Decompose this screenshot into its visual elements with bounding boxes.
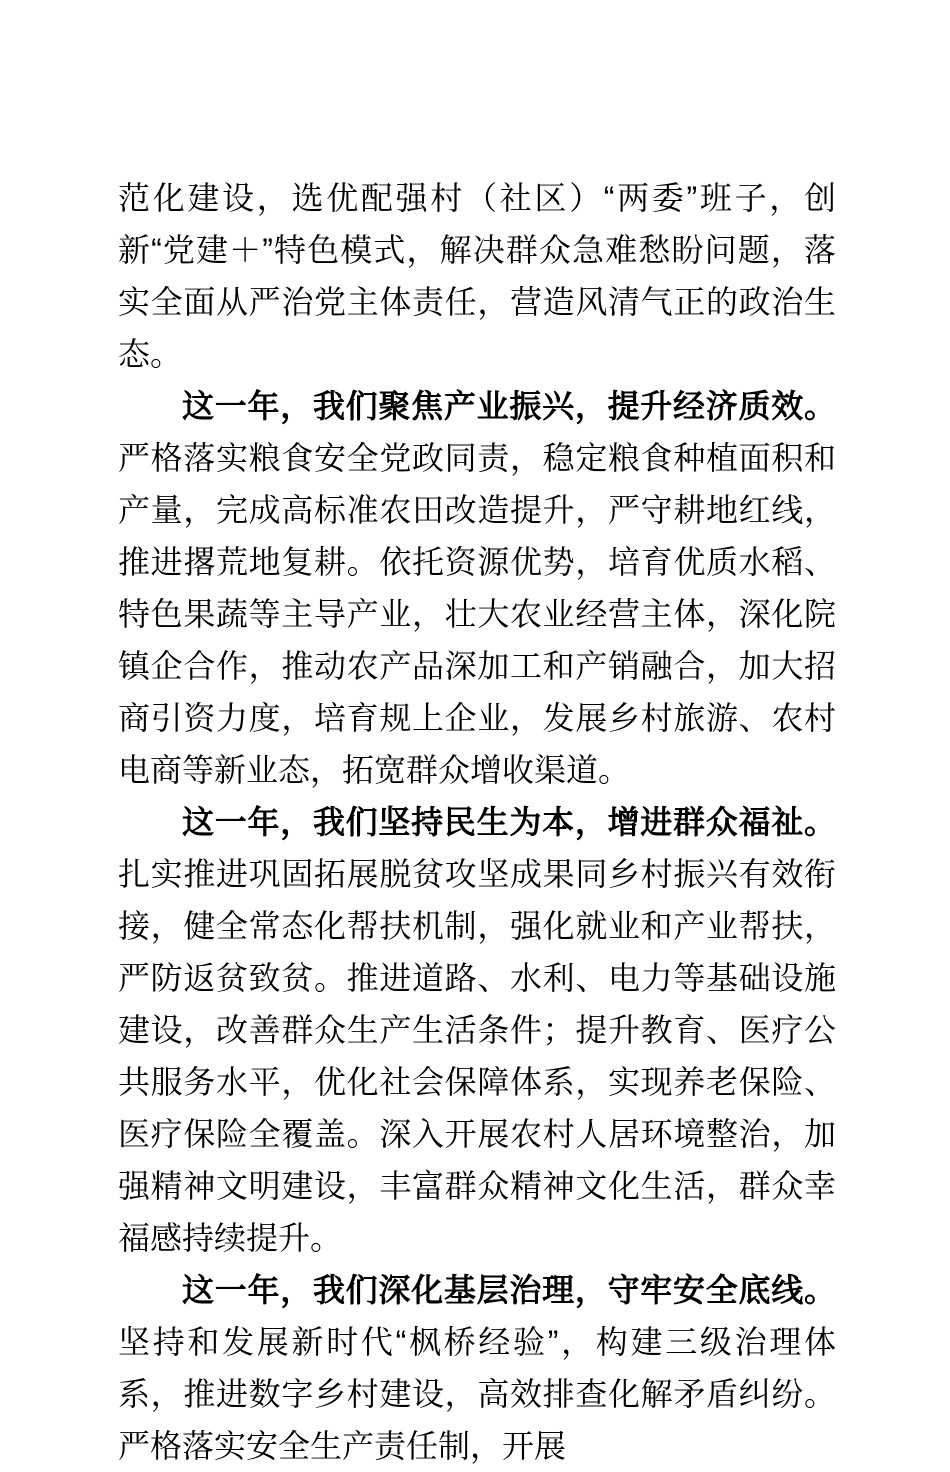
paragraph-4 — [118, 1264, 836, 1472]
paragraph-1 — [118, 172, 836, 380]
paragraph-2 — [118, 380, 836, 796]
paragraph-3-text: 扎实推进巩固拓展脱贫攻坚成果同乡村振兴有效衔接，健全常态化帮扶机制，强化就业和产业帮扶，严防返贫致贫。推进道路、水利、电力等基础设施建设，改善群众生产生活条件；提升教育、医疗公共服务水平，优化社会保障体系，实现养老保险、医疗保险全覆盖。深入开展农村人居环境整治，加强精神文明建设，丰富群众精神文化生活，群众幸福感持续提升。 — [118, 856, 836, 1256]
paragraph-1-text: 范化建设，选优配强村（社区）“两委”班子，创新“党建＋”特色模式，解决群众急难愁盼问题，落实全面从严治党主体责任，营造风清气正的政治生态。 — [118, 180, 836, 372]
paragraph-3-lead: 这一年，我们坚持民生为本，增进群众福祉。 — [182, 804, 836, 840]
paragraph-2-lead: 这一年，我们聚焦产业振兴，提升经济质效。 — [182, 388, 836, 424]
paragraph-4-lead: 这一年，我们深化基层治理，守牢安全底线。 — [182, 1272, 836, 1308]
document-text-body — [118, 172, 836, 1472]
paragraph-2-text: 严格落实粮食安全党政同责，稳定粮食种植面积和产量，完成高标准农田改造提升，严守耕地红线，推进撂荒地复耕。依托资源优势，培育优质水稻、特色果蔬等主导产业，壮大农业经营主体，深化院镇企合作，推动农产品深加工和产销融合，加大招商引资力度，培育规上企业，发展乡村旅游、农村电商等新业态，拓宽群众增收渠道。 — [118, 440, 836, 788]
paragraph-3 — [118, 796, 836, 1264]
paragraph-4-text: 坚持和发展新时代“枫桥经验”，构建三级治理体系，推进数字乡村建设，高效排查化解矛盾纠纷。严格落实安全生产责任制，开展 — [118, 1324, 836, 1464]
